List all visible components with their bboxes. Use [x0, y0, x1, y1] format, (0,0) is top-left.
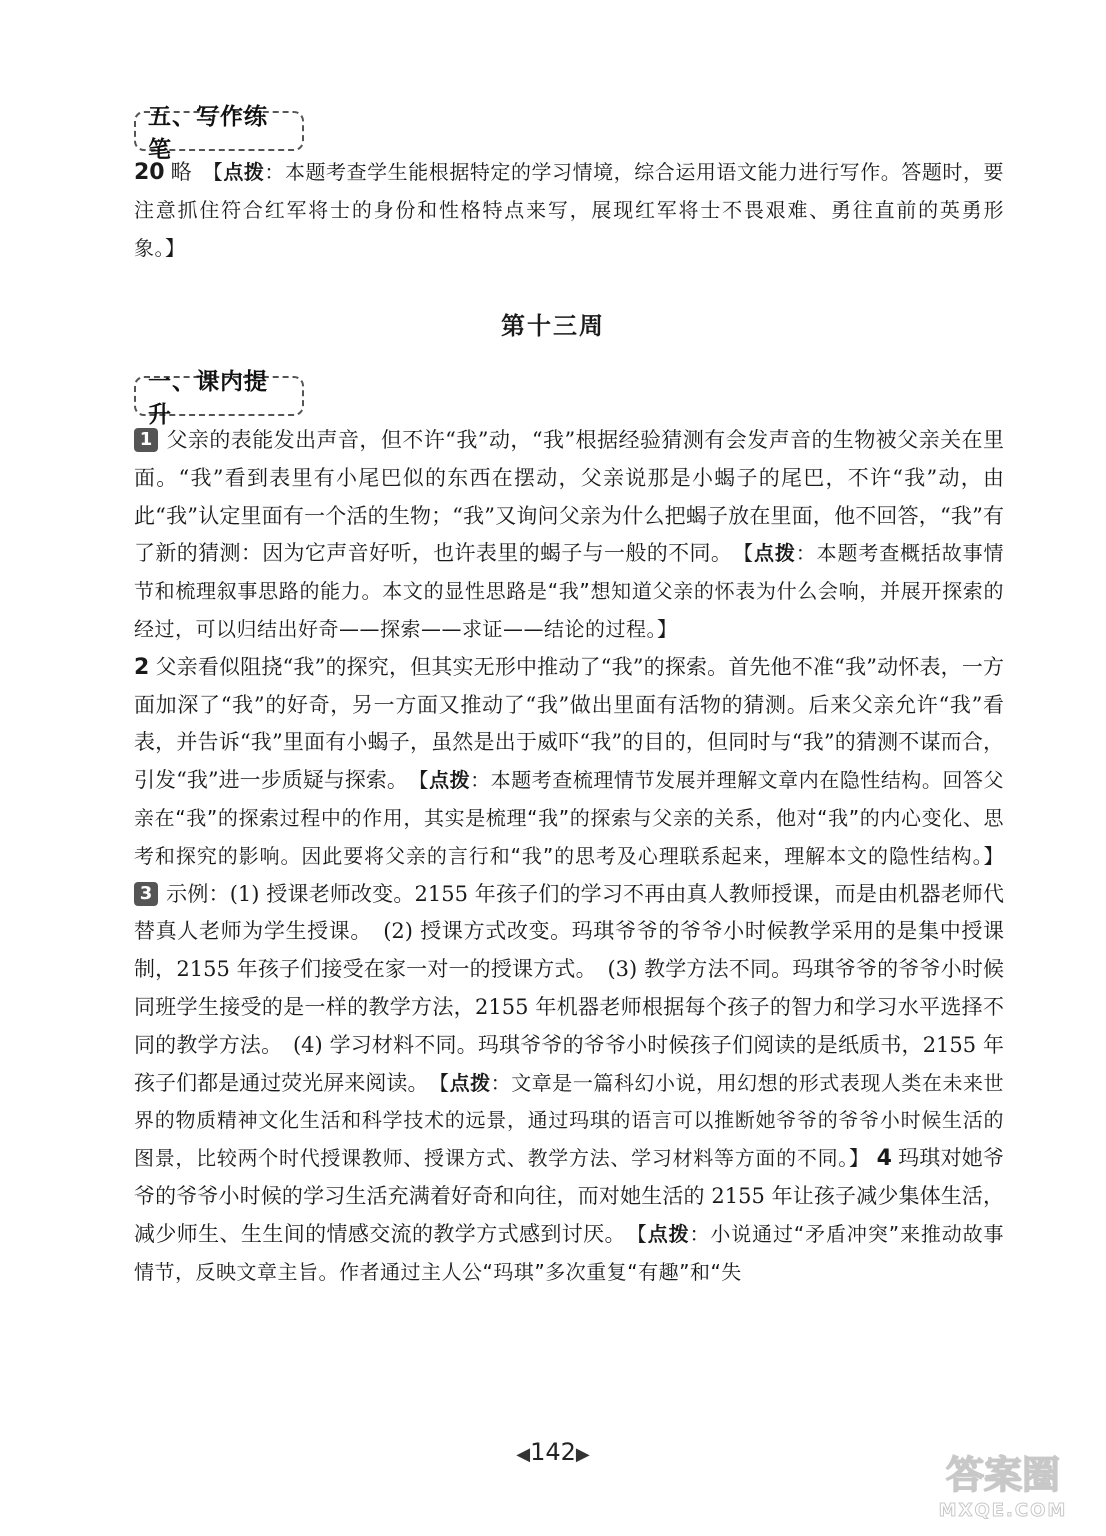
hint-text: ：小说通过“矛盾冲突”来推动故事情节，反映文章主旨。作者通过主人公“玛琪”多次重复“有趣”和“失 [134, 1221, 1005, 1284]
watermark-logo [918, 1446, 1088, 1522]
hint-label: 点拨 [449, 1070, 491, 1095]
week-title: 第十三周 [501, 312, 605, 340]
section-header-lesson [134, 369, 304, 428]
page-number-value: 142 [530, 1438, 576, 1466]
answer-text: 父亲看似阻挠“我”的探究，但其实无形中推动了“我”的探索。首先他不准“我”动怀表，一方面加深了“我”的好奇，另一方面又推动了“我”做出里面有活物的猜测。后来父亲允许“我”看表，并告诉“我”里面有小蝎子，虽然是出于威吓“我”的目的，但同时与“我”的猜测不谋而合，引发“我”进一步质疑与探索。 [134, 654, 1004, 793]
question-number: 2 [134, 654, 150, 680]
section-title: 一、课内提升 [148, 369, 268, 428]
question-number: 20 [134, 160, 165, 185]
hint-block: 【点拨：本题考查梳理情节发展并理解文章内在隐性结构。回答父亲在“我”的探索过程中的作用，其实是梳理“我”的探索与父亲的关系，他对“我”的内心变化、思考和探究的影响。因此要将父亲的言行和“我”的思考及心理联系起来，理解本文的隐性结构。】 [134, 768, 1005, 868]
hint-text: ：本题考查梳理情节发展并理解文章内在隐性结构。回答父亲在“我”的探索过程中的作用，其实是梳理“我”的探索与父亲的关系，他对“我”的内心变化、思考和探究的影响。因此要将父亲的言行和“我”的思考及心理联系起来，理解本文的隐性结构。 [134, 768, 1005, 868]
left-triangle-icon: ◀ [516, 1444, 531, 1465]
hint-label: 点拨 [223, 160, 265, 184]
answer-text: 略 [170, 160, 192, 184]
hint-text: ：本题考查学生能根据特定的学习情境，综合运用语文能力进行写作。答题时，要注意抓住符合红军将士的身份和性格特点来写，展现红军将士不畏艰难、勇往直前的英勇形象。 [134, 160, 1005, 260]
hint-label: 点拨 [647, 1221, 690, 1246]
section-title: 五、写作练笔 [148, 104, 268, 163]
watermark-text-cn: 答案圈 [945, 1453, 1061, 1497]
question-badge: 3 [134, 882, 158, 906]
watermark-text-en: MXQE.COM [938, 1500, 1068, 1521]
hint-block: 【点拨：小说通过“矛盾冲突”来推动故事情节，反映文章主旨。作者通过主人公“玛琪”多次重复“有趣”和“失 [134, 1221, 1005, 1284]
answer-q20 [134, 154, 1004, 267]
hint-text: ：本题考查概括故事情节和梳理叙事思路的能力。本文的显性思路是“我”想知道父亲的怀表为什么会响，并展开探索的经过，可以归结出好奇——探索——求证——结论的过程。 [134, 541, 1005, 641]
question-number: 4 [876, 1146, 892, 1172]
hint-block: 【点拨：本题考查学生能根据特定的学习情境，综合运用语文能力进行写作。答题时，要注意抓住符合红军将士的身份和性格特点来写，展现红军将士不畏艰难、勇往直前的英勇形象。】 [134, 160, 1005, 260]
hint-text: ：文章是一篇科幻小说，用幻想的形式表现人类在未来世界的物质精神文化生活和科学技术的远景，通过玛琪的语言可以推断她爷爷的爷爷小时候生活的图景，比较两个时代授课教师、授课方式、教学方法、学习材料等方面的不同。 [134, 1070, 1005, 1171]
hint-block: 【点拨：本题考查概括故事情节和梳理叙事思路的能力。本文的显性思路是“我”想知道父亲的怀表为什么会响，并展开探索的经过，可以归结出好奇——探索——求证——结论的过程。】 [134, 541, 1005, 641]
answers-block [134, 422, 1004, 1291]
section-header-writing [134, 104, 304, 163]
hint-label: 点拨 [754, 541, 796, 566]
hint-block: 【点拨：文章是一篇科幻小说，用幻想的形式表现人类在未来世界的物质精神文化生活和科学技术的远景，通过玛琪的语言可以推断她爷爷的爷爷小时候生活的图景，比较两个时代授课教师、授课方式、教学方法、学习材料等方面的不同。】 [134, 1070, 1005, 1171]
right-triangle-icon: ▶ [575, 1444, 590, 1465]
answer-text: 玛琪对她爷爷的爷爷小时候的学习生活充满着好奇和向往，而对她生活的 2155 年让孩子减少集体生活，减少师生、生生间的情感交流的教学方式感到讨厌。 [134, 1146, 1004, 1246]
hint-label: 点拨 [429, 768, 471, 793]
answer-text: 示例：(1) 授课老师改变。2155 年孩子们的学习不再由真人教师授课，而是由机器老师代替真人老师为学生授课。 (2) 授课方式改变。玛琪爷爷的爷爷小时候教学采用的是集中授课制，2155 年孩子们接受在家一对一的授课方式。 (3) 教学方法不同。玛琪爷爷的爷爷小时候同班学生接受的是一样的教学方法，2155 年机器老师根据每个孩子的智力和学习水平选择不同的教学方法。 (4) 学习材料不同。玛琪爷爷的爷爷小时候孩子们阅读的是纸质书，2155 年孩子们都是通过荧光屏来阅读。 [134, 881, 1004, 1095]
question-badge: 1 [134, 428, 158, 452]
answer-text: 父亲的表能发出声音，但不许“我”动，“我”根据经验猜测有会发声音的生物被父亲关在里面。“我”看到表里有小尾巴似的东西在摆动，父亲说那是小蝎子的尾巴，不许“我”动，由此“我”认定里面有一个活的生物；“我”又询问父亲为什么把蝎子放在里面，他不回答，“我”有了新的猜测：因为它声音好听，也许表里的蝎子与一般的不同。 [134, 428, 1004, 566]
